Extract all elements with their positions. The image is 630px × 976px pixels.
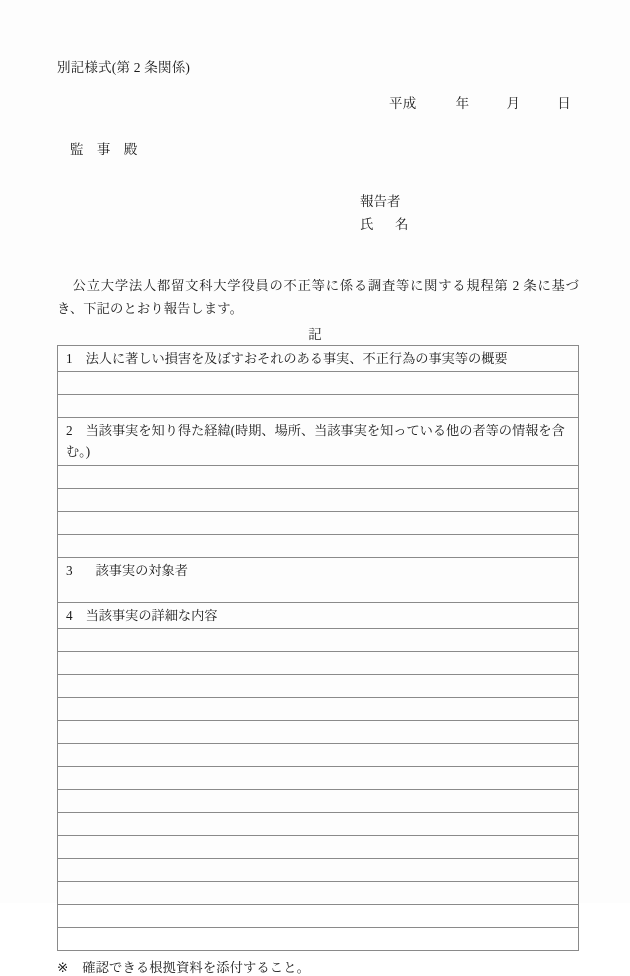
table-row <box>58 602 579 628</box>
table-row <box>58 697 579 720</box>
section-4-entry-field[interactable] <box>58 858 579 881</box>
table-row <box>58 651 579 674</box>
section-4-entry-field[interactable] <box>58 674 579 697</box>
table-row <box>58 465 579 488</box>
table-row <box>58 557 579 602</box>
section-2-entry-field[interactable] <box>58 534 579 557</box>
section-4-entry-field[interactable] <box>58 789 579 812</box>
table-row <box>58 418 579 465</box>
table-row <box>58 812 579 835</box>
section-1-entry-field[interactable] <box>58 372 579 395</box>
table-row <box>58 835 579 858</box>
era-label: 平成 <box>389 96 417 112</box>
ki-mark-label: 記 <box>308 327 322 343</box>
section-4-entry-field[interactable] <box>58 927 579 950</box>
section-2-header-cell <box>58 418 579 465</box>
day-unit-label: 日 <box>557 96 571 112</box>
section-4-entry-field[interactable] <box>58 881 579 904</box>
report-form-table <box>57 345 579 951</box>
footnote <box>57 957 579 976</box>
year-unit-label: 年 <box>455 96 470 112</box>
table-row <box>58 674 579 697</box>
reporter-role-label: 報告者 <box>360 194 401 210</box>
document-content <box>57 0 579 976</box>
section-2-entry-field[interactable] <box>58 488 579 511</box>
form-code-label: 別記様式(第 2 条関係) <box>57 60 191 75</box>
section-4-entry-field[interactable] <box>58 651 579 674</box>
addressee-label: 監 事 殿 <box>70 142 143 158</box>
section-4-entry-field[interactable] <box>58 812 579 835</box>
reporter-block <box>57 190 579 236</box>
section-4-entry-field[interactable] <box>58 720 579 743</box>
table-row <box>58 927 579 950</box>
section-3-title: 該事実の対象者 <box>95 562 188 578</box>
table-row <box>58 346 579 372</box>
section-1-title: 法人に著しい損害を及ぼすおそれのある事実、不正行為の事実等の概要 <box>85 351 508 367</box>
section-2-number: 2 <box>66 423 73 439</box>
table-row <box>58 904 579 927</box>
section-4-entry-field[interactable] <box>58 904 579 927</box>
section-4-number: 4 <box>66 607 73 623</box>
section-4-entry-field[interactable] <box>58 697 579 720</box>
section-4-title: 当該事実の詳細な内容 <box>85 607 218 623</box>
section-4-entry-field[interactable] <box>58 628 579 651</box>
table-row <box>58 766 579 789</box>
month-unit-label: 月 <box>506 96 521 112</box>
section-3-header-cell[interactable] <box>58 557 579 602</box>
section-1-header-cell <box>58 346 579 372</box>
section-2-title: 当該事実を知り得た経緯(時期、場所、当該事実を知っている他の者等の情報を含む。) <box>66 423 565 460</box>
table-row <box>58 511 579 534</box>
section-4-entry-field[interactable] <box>58 743 579 766</box>
section-2-entry-field[interactable] <box>58 511 579 534</box>
table-row <box>58 789 579 812</box>
footnote-marker: ※ <box>57 959 69 975</box>
table-row <box>58 881 579 904</box>
section-4-entry-field[interactable] <box>58 766 579 789</box>
table-row <box>58 372 579 395</box>
section-1-number: 1 <box>66 351 73 367</box>
section-2-entry-field[interactable] <box>58 465 579 488</box>
table-row <box>58 628 579 651</box>
section-4-entry-field[interactable] <box>58 835 579 858</box>
table-row <box>58 488 579 511</box>
reporter-name-label: 氏 名 <box>360 217 413 233</box>
section-4-header-cell <box>58 602 579 628</box>
section-3-number: 3 <box>66 562 73 578</box>
table-row <box>58 395 579 418</box>
section-1-entry-field[interactable] <box>58 395 579 418</box>
table-row <box>58 720 579 743</box>
body-paragraph <box>57 274 579 321</box>
footnote-text: 確認できる根拠資料を添付すること。 <box>82 959 310 975</box>
body-paragraph-text: 公立大学法人都留文科大学役員の不正等に係る調査等に関する規程第 2 条に基づき、下記のとおり報告します。 <box>57 277 579 316</box>
date-line <box>57 92 579 112</box>
table-row <box>58 743 579 766</box>
table-row <box>58 534 579 557</box>
table-row <box>58 858 579 881</box>
